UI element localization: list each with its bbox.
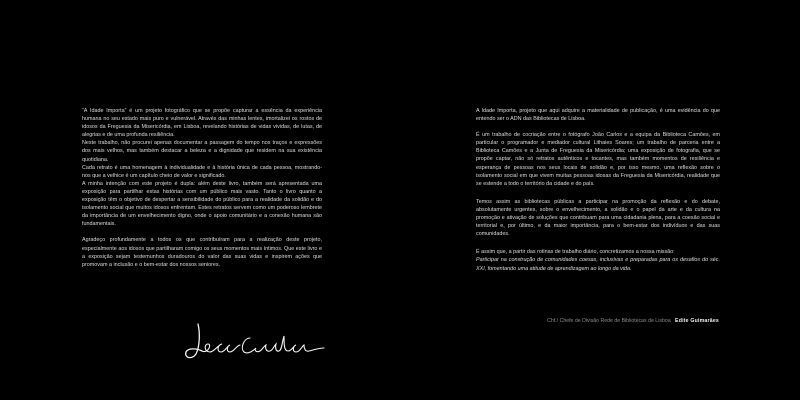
author-credit: [547, 318, 719, 325]
mission-statement: Participar na construção de comunidades coesas, inclusivas e preparadas para os desafios do séc. XXI, fomentando uma atitude de aprendizagem ao longo da vida.: [476, 257, 720, 272]
right-page: [400, 0, 800, 400]
photographer-signature: [178, 318, 328, 364]
right-text-column: [476, 107, 720, 273]
left-paragraph-3: Cada retrato é uma homenagem à individualidade e à história única de cada pessoa, mostrando-nos que a velhice é um capítulo cheio de valor e significado.: [82, 164, 322, 179]
left-paragraph-5: Agradeço profundamente a todos os que contribuíram para a realização deste projeto, especialmente aos idosos que partilharam comigo os seus momentos mais íntimos. Que este livro e a exposição sejam testemunhos duradouros do valor das suas vidas e inspirem ações que promovam a inclusão e o bem-estar dos nossos seniores.: [82, 237, 322, 268]
left-paragraph-4: A minha intenção com este projeto é dupla: além deste livro, também será apresentada uma exposição para partilhar estas histórias com um público mais vasto. Tanto o livro quanto a exposição têm o objetivo de despertar a sensibilidade do público para a realidade da solidão e do isolamento social que muitos idosos enfrentam. Estes retratos servem como um poderoso lembrete da importância de um envelhecimento digno, onde o apoio comunitário e a conexão humana são fundamentais.: [82, 180, 322, 228]
right-paragraph-4: É assim que, a partir das rotinas de trabalho diário, concretizamos a nossa missão:: [476, 249, 675, 256]
credit-name: Edite Guimarães: [675, 318, 719, 324]
left-text-column: [82, 107, 322, 269]
left-paragraph-2: Neste trabalho, não procurei apenas documentar a passagem do tempo nos traços e expressões dos mais velhos, mas também destacar a beleza e a dignidade que residem na sua existência quotidiana.: [82, 140, 322, 163]
signature-graphic: [178, 318, 328, 364]
right-paragraph-3: Temos assim as bibliotecas públicas a participar na promoção da reflexão e do debate, absolutamente urgentes, sobre o envelhecimento, a solidão e o papel da arte e da cultura na promoção e ativação de soluções que contribuam para uma cidadania plena, para a coesão social e territorial e, por último, e da maior importância, para o bem-estar dos indivíduos e das suas comunidades.: [476, 198, 720, 238]
left-paragraph-1: “A Idade Importa” é um projeto fotográfico que se propõe capturar a essência da experiência humana no seu estado mais puro e vulnerável. Através das minhas lentes, imortalizei os rostos de idosos da Freguesia da Misericórdia, em Lisboa, revelando histórias de vidas vividas, de lutas, de alegrias e de uma profunda resiliência.: [82, 108, 322, 139]
right-paragraph-1: A Idade Importa, projeto que aqui adquire a materialidade de publicação, é uma evidência do que entendo ser o ADN das Bibliotecas de Lisboa.: [476, 108, 720, 123]
credit-role: Chf./ Chefe de Divisão Rede de Bibliotecas de Lisboa: [547, 318, 671, 324]
right-paragraph-2: É um trabalho de cocriação entre o fotógrafo João Carlos e a equipa da Biblioteca Camões, em particular o programador e mediador cultural Lithaies Soares; um trabalho de parceria entre a Biblioteca Camões e a Junta de Freguesia da Misericórdia; uma exposição de fotografia, que se propõe captar, não só retratos autênticos e tocantes, mas também momentos de resiliência e esperança de pessoas nos seus locais de solidão e, por isso mesmo, uma reflexão sobre o isolamento social em que vivem muitas pessoas idosas da Freguesia da Misericórdia, realidade que se estende a todo o território da cidade e do país.: [476, 132, 720, 187]
